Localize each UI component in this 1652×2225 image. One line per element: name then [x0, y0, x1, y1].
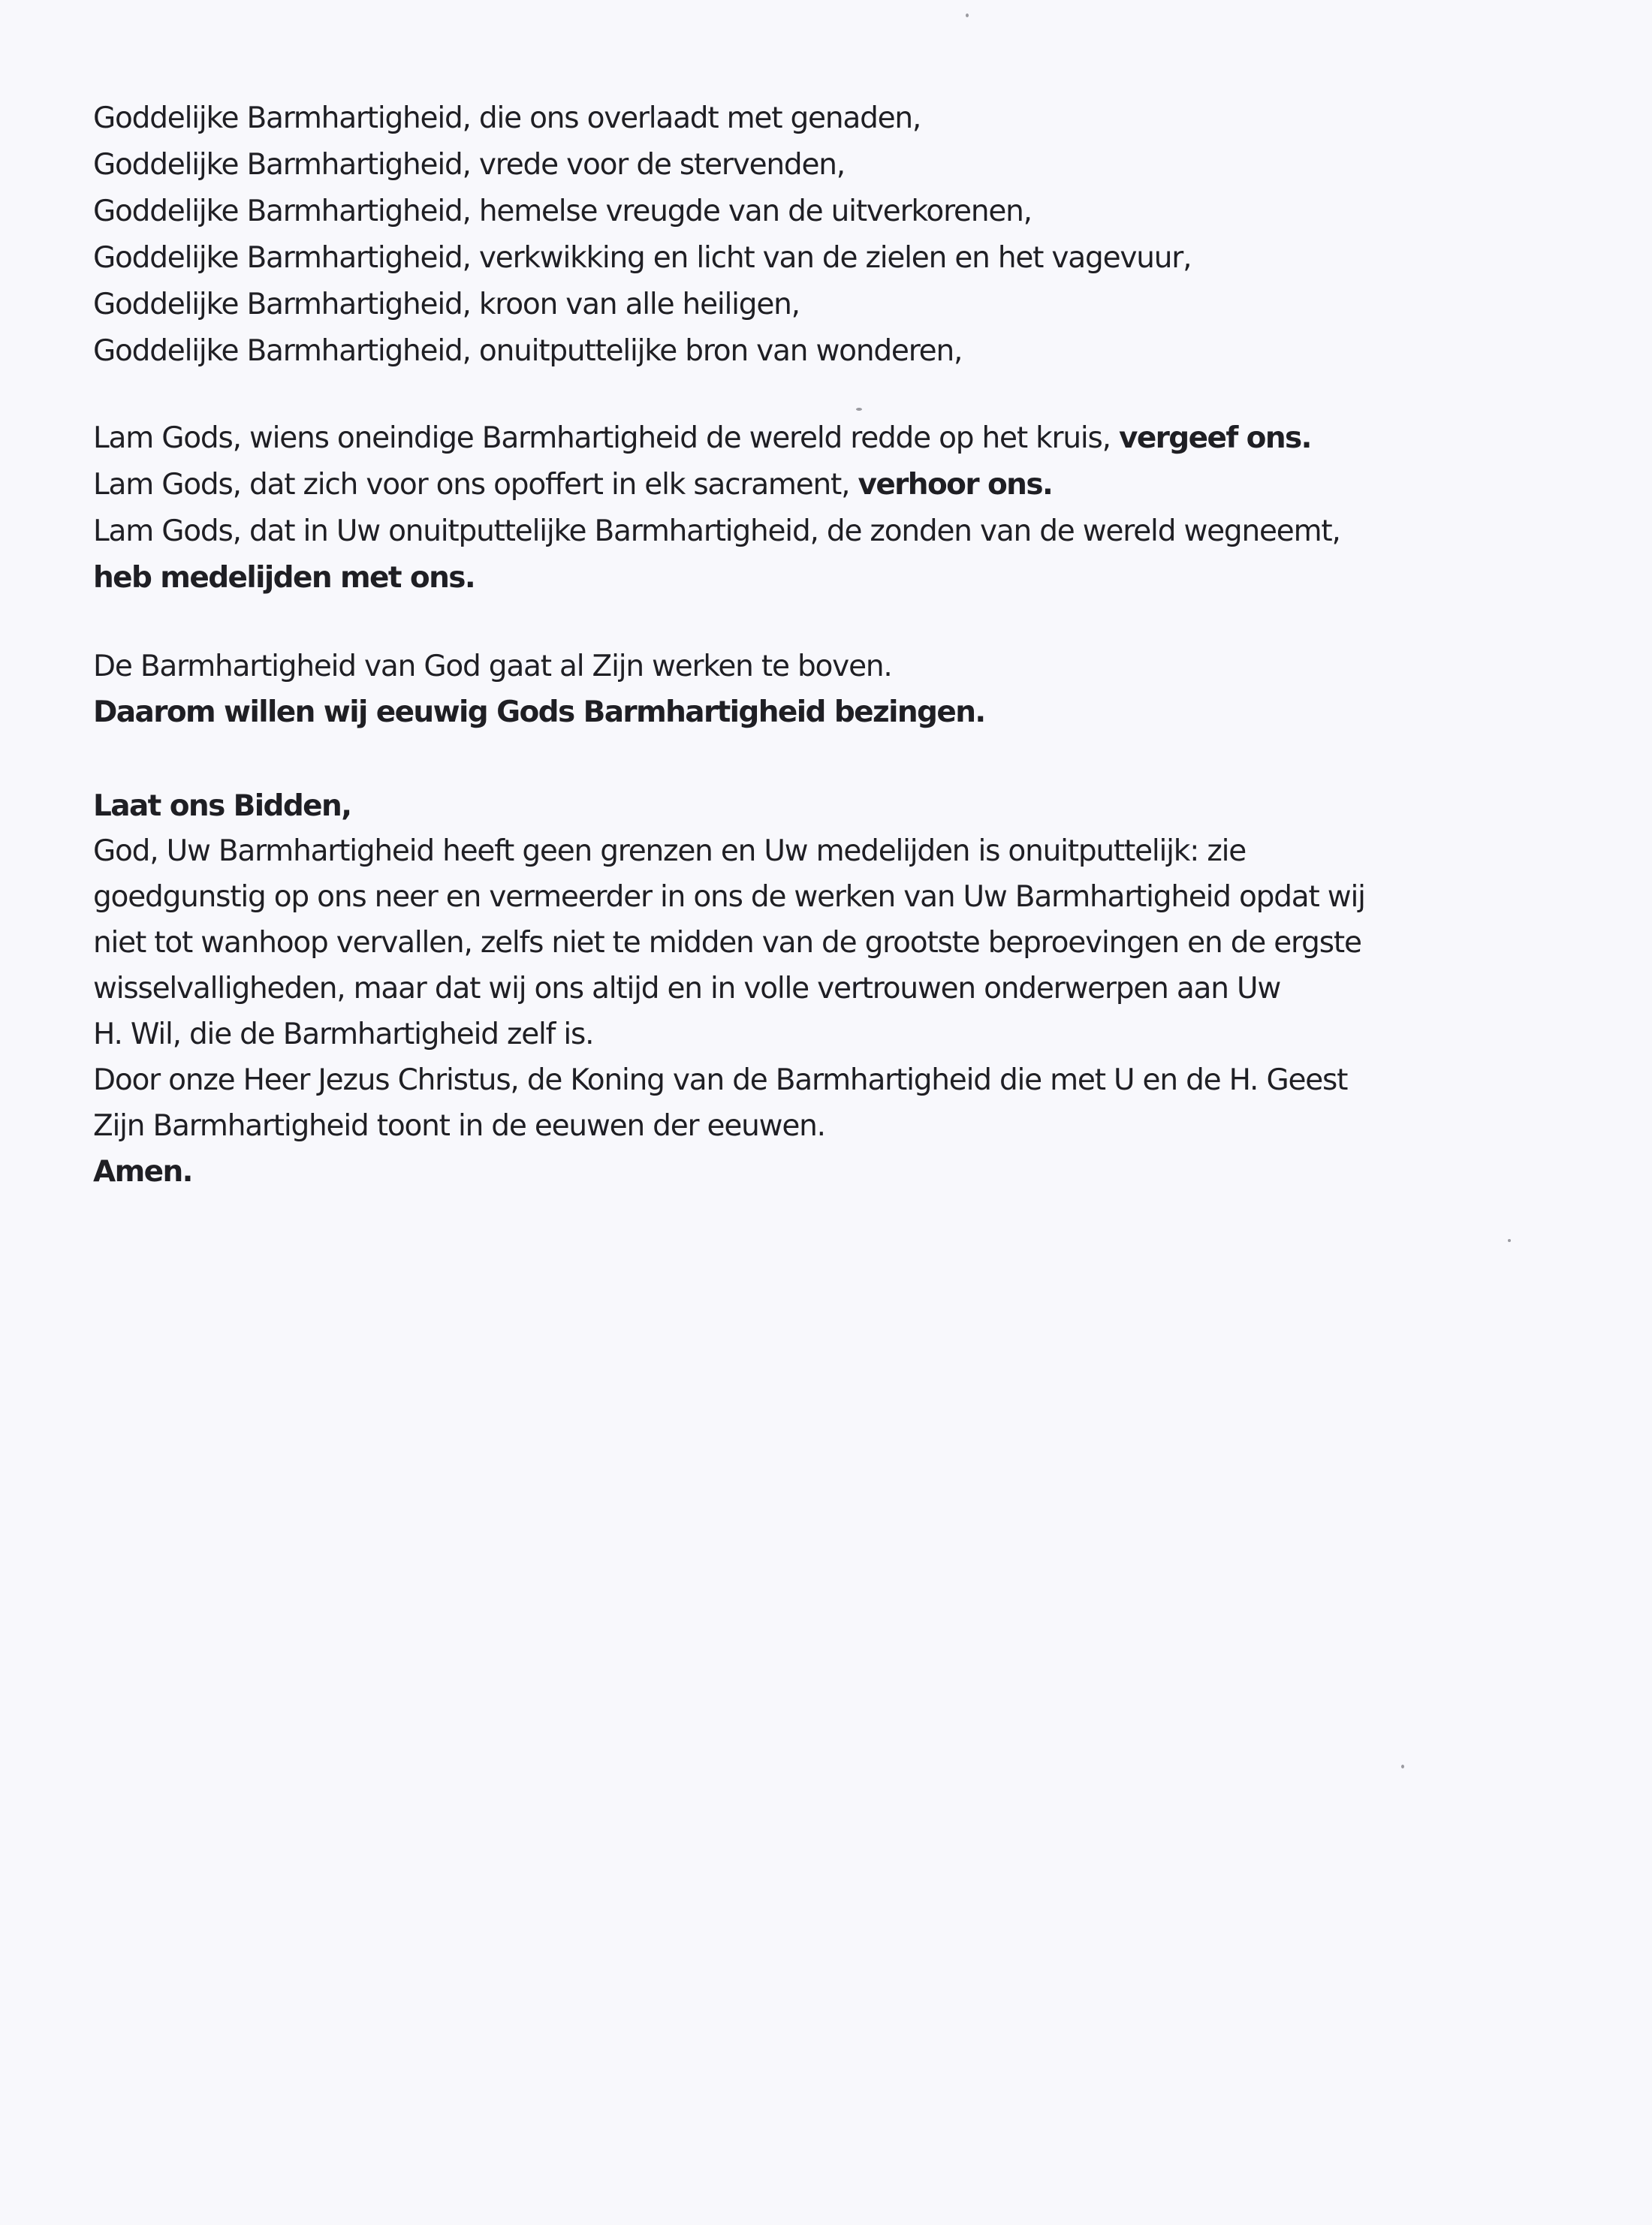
litany-line: Goddelijke Barmhartigheid, vrede voor de stervenden, [93, 148, 845, 182]
lamb-line [93, 514, 1340, 548]
lamb-response: vergeef ons. [1119, 421, 1311, 455]
versicle: De Barmhartigheid van God gaat al Zijn werken te boven. [93, 650, 892, 683]
lamb-invocation: Lam Gods, wiens oneindige Barmhartigheid de wereld redde op het kruis, [93, 421, 1119, 455]
prayer-line: God, Uw Barmhartigheid heeft geen grenzen en Uw medelijden is onuitputtelijk: zie [93, 834, 1247, 868]
scan-speck [1401, 1765, 1404, 1768]
litany-line: Goddelijke Barmhartigheid, die ons overlaadt met genaden, [93, 101, 921, 135]
prayer-line: wisselvalligheden, maar dat wij ons altijd en in volle vertrouwen onderwerpen aan Uw [93, 972, 1281, 1005]
litany-line: Goddelijke Barmhartigheid, hemelse vreugde van de uitverkorenen, [93, 194, 1032, 228]
prayer-line: H. Wil, die de Barmhartigheid zelf is. [93, 1018, 594, 1051]
lamb-response: verhoor ons. [858, 468, 1053, 502]
prayer-heading: Laat ons Bidden, [93, 789, 351, 823]
lamb-invocation: Lam Gods, dat zich voor ons opoffert in elk sacrament, [93, 468, 858, 502]
litany-line: Goddelijke Barmhartigheid, onuitputtelijke bron van wonderen, [93, 334, 963, 368]
prayer-line: Door onze Heer Jezus Christus, de Koning van de Barmhartigheid die met U en de H. Geest [93, 1063, 1348, 1097]
response: Daarom willen wij eeuwig Gods Barmhartigheid bezingen. [93, 695, 985, 729]
lamb-line [93, 468, 1053, 502]
lamb-response-line: heb medelijden met ons. [93, 561, 475, 595]
scan-speck [1508, 1239, 1511, 1242]
lamb-invocation: Lam Gods, dat in Uw onuitputtelijke Barmhartigheid, de zonden van de wereld wegneemt, [93, 514, 1340, 548]
litany-line: Goddelijke Barmhartigheid, verkwikking en licht van de zielen en het vagevuur, [93, 241, 1192, 275]
scan-speck [856, 408, 862, 411]
lamb-line [93, 421, 1311, 455]
litany-line: Goddelijke Barmhartigheid, kroon van alle heiligen, [93, 288, 800, 321]
prayer-line: Zijn Barmhartigheid toont in de eeuwen der eeuwen. [93, 1109, 825, 1143]
amen: Amen. [93, 1155, 192, 1189]
prayer-line: niet tot wanhoop vervallen, zelfs niet te midden van de grootste beproevingen en de ergste [93, 926, 1361, 960]
prayer-line: goedgunstig op ons neer en vermeerder in ons de werken van Uw Barmhartigheid opdat wij [93, 880, 1365, 914]
scan-speck [966, 14, 969, 17]
